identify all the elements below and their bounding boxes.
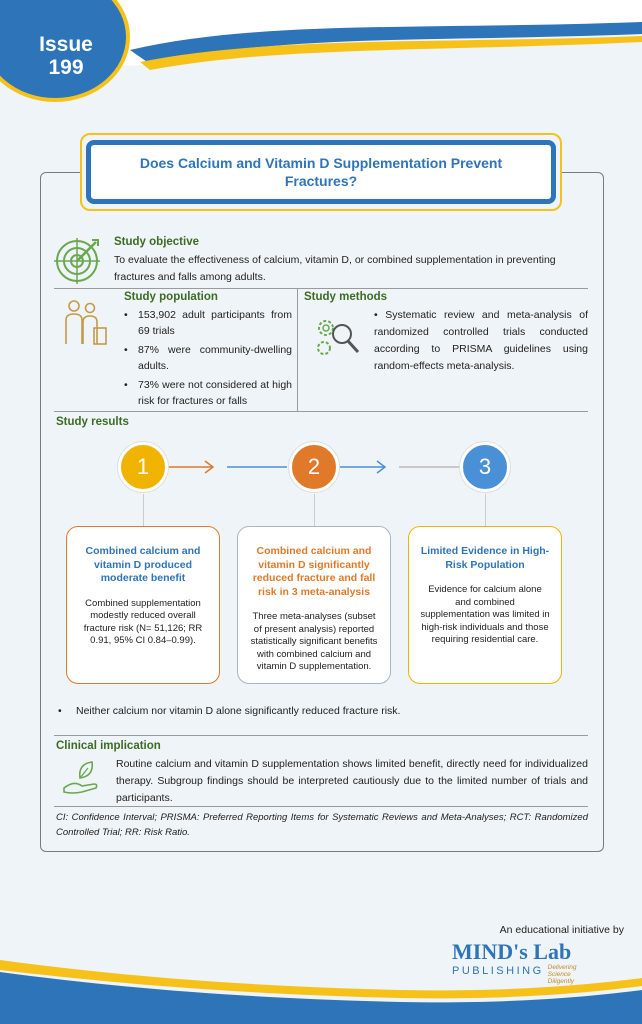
brand-tagline: Science: [547, 971, 571, 978]
bottom-wave-decoration: [0, 946, 642, 1024]
issue-number: 199: [48, 56, 84, 79]
methods-heading: Study methods: [304, 291, 388, 303]
divider: [54, 288, 588, 289]
divider: [54, 735, 588, 736]
implication-text: Routine calcium and vitamin D supplementation shows limited benefit, directly need for individualized therapy. Subgroup findings should be interpreted cautiously due to the limited number of trials and participants.: [116, 758, 588, 804]
result-card-heading: Limited Evidence in High-Risk Population: [420, 545, 550, 571]
step-number: 1: [136, 454, 150, 479]
results-heading: Study results: [56, 416, 129, 428]
result-card-body: Evidence for calcium alone and combined supplementation was limited in high-risk individuals and those requiring residential care.: [420, 584, 550, 645]
brand-tagline: Delivering: [547, 964, 577, 971]
result-card-body: Three meta-analyses (subset of present analysis) reported statistically significant benefits with combined calcium and vitamin D supplementation.: [250, 611, 378, 672]
result-card-3: [408, 526, 562, 684]
results-note: • Neither calcium nor vitamin D alone significantly reduced fracture risk.: [58, 703, 578, 719]
brand-sub: PUBLISHING: [452, 965, 544, 977]
population-list: [124, 307, 292, 412]
results-note-list: [58, 703, 578, 722]
abbreviations: CI: Confidence Interval; PRISMA: Preferred Reporting Items for Systematic Reviews and Meta-Analyses; RCT: Randomized Controlled Trial; RR: Risk Ratio.: [56, 812, 588, 838]
stem: [314, 494, 315, 526]
title-box: [86, 140, 556, 204]
divider: [54, 411, 588, 412]
result-card-2: [237, 526, 391, 684]
population-heading: Study population: [124, 291, 218, 303]
population-item: • 73% were not considered at high risk for fractures or falls: [124, 377, 292, 409]
page-title: Does Calcium and Vitamin D Supplementation Prevent Fractures?: [139, 155, 503, 189]
step-2-circle: [289, 442, 339, 492]
result-card-body: Combined supplementation modestly reduced overall fracture risk (N= 51,126; RR 0.91, 95% CI 0.84–0.99).: [83, 597, 203, 646]
people-icon: [62, 298, 108, 348]
column-divider: [297, 289, 298, 411]
implication-heading: Clinical implication: [56, 740, 161, 752]
step-number: 3: [478, 454, 492, 479]
population-item: • 153,902 adult participants from 69 trials: [124, 307, 292, 339]
brand-name: MIND's Lab: [452, 939, 572, 964]
brand-tagline: Diligently: [547, 978, 575, 985]
result-card-heading: Combined calcium and vitamin D significantly reduced fracture and fall risk in 3 meta-analysis: [252, 545, 376, 598]
result-card-1: [66, 526, 220, 684]
divider: [54, 806, 588, 807]
issue-label: Issue: [39, 33, 93, 56]
methods-text: • Systematic review and meta-analysis of randomized controlled trials conducted according to PRISMA guidelines using random-effects meta-analysis.: [374, 309, 588, 372]
objective-text: To evaluate the effectiveness of calcium, vitamin D, or combined supplementation in preventing fractures and falls among adults.: [114, 254, 556, 283]
gears-magnifier-icon: [312, 314, 364, 360]
step-1-circle: [118, 442, 168, 492]
step-number: 2: [307, 454, 321, 479]
target-icon: [52, 236, 102, 286]
objective-heading: Study objective: [114, 236, 199, 248]
stem: [143, 494, 144, 526]
population-item: • 87% were community-dwelling adults.: [124, 342, 292, 374]
hand-leaf-icon: [60, 758, 102, 796]
step-3-circle: [460, 442, 510, 492]
result-card-heading: Combined calcium and vitamin D produced moderate benefit: [85, 545, 201, 584]
footer-credit: An educational initiative by: [499, 924, 624, 936]
stem: [485, 494, 486, 526]
